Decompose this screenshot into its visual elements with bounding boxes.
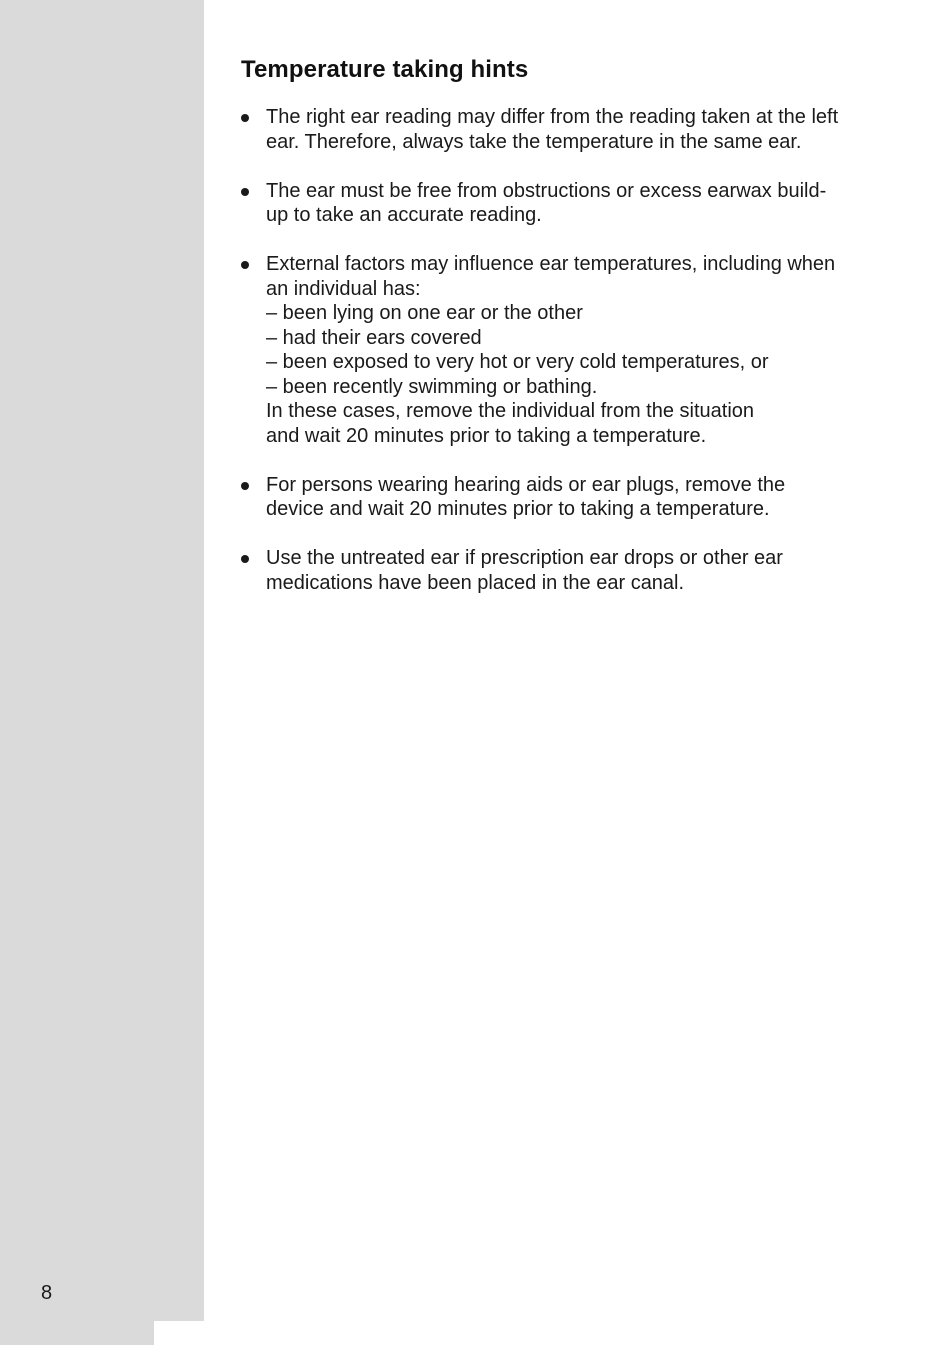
hint-line: ear. Therefore, always take the temperature in the same ear. <box>266 130 802 153</box>
hint-line: For persons wearing hearing aids or ear plugs, remove the <box>266 473 786 496</box>
hint-item <box>241 473 891 522</box>
hint-line: up to take an accurate reading. <box>266 204 542 226</box>
bullet-icon <box>241 114 249 122</box>
hint-line: device and wait 20 minutes prior to taking a temperature. <box>266 498 770 520</box>
main-content <box>241 54 891 620</box>
hint-line: External factors may influence ear temperatures, including when <box>266 253 836 275</box>
hint-line: an individual has: <box>266 277 421 300</box>
side-margin-band <box>0 0 204 1345</box>
hint-line: In these cases, remove the individual from the situation <box>266 400 755 422</box>
hint-item <box>241 546 891 595</box>
hint-item <box>241 252 891 448</box>
bullet-icon <box>241 188 249 196</box>
hint-list <box>241 105 891 595</box>
hint-sub-line: – been lying on one ear or the other <box>266 302 583 324</box>
hint-line: The right ear reading may differ from the reading taken at the left <box>266 106 839 128</box>
page-title: Temperature taking hints <box>241 56 529 83</box>
hint-line: and wait 20 minutes prior to taking a temperature. <box>266 424 707 447</box>
hint-sub-line: – been recently swimming or bathing. <box>266 375 598 398</box>
page-number: 8 <box>41 1282 53 1304</box>
bottom-edge-strip <box>154 1321 204 1345</box>
bullet-icon <box>241 482 249 490</box>
hint-item <box>241 179 891 228</box>
hint-item <box>241 105 891 154</box>
hint-sub-line: – been exposed to very hot or very cold temperatures, or <box>266 351 769 373</box>
bullet-icon <box>241 555 249 563</box>
hint-line: Use the untreated ear if prescription ear drops or other ear <box>266 547 783 569</box>
hint-sub-line: – had their ears covered <box>266 326 482 349</box>
hint-line: medications have been placed in the ear canal. <box>266 571 685 594</box>
bullet-icon <box>241 261 249 269</box>
hint-line: The ear must be free from obstructions or excess earwax build- <box>266 179 827 202</box>
